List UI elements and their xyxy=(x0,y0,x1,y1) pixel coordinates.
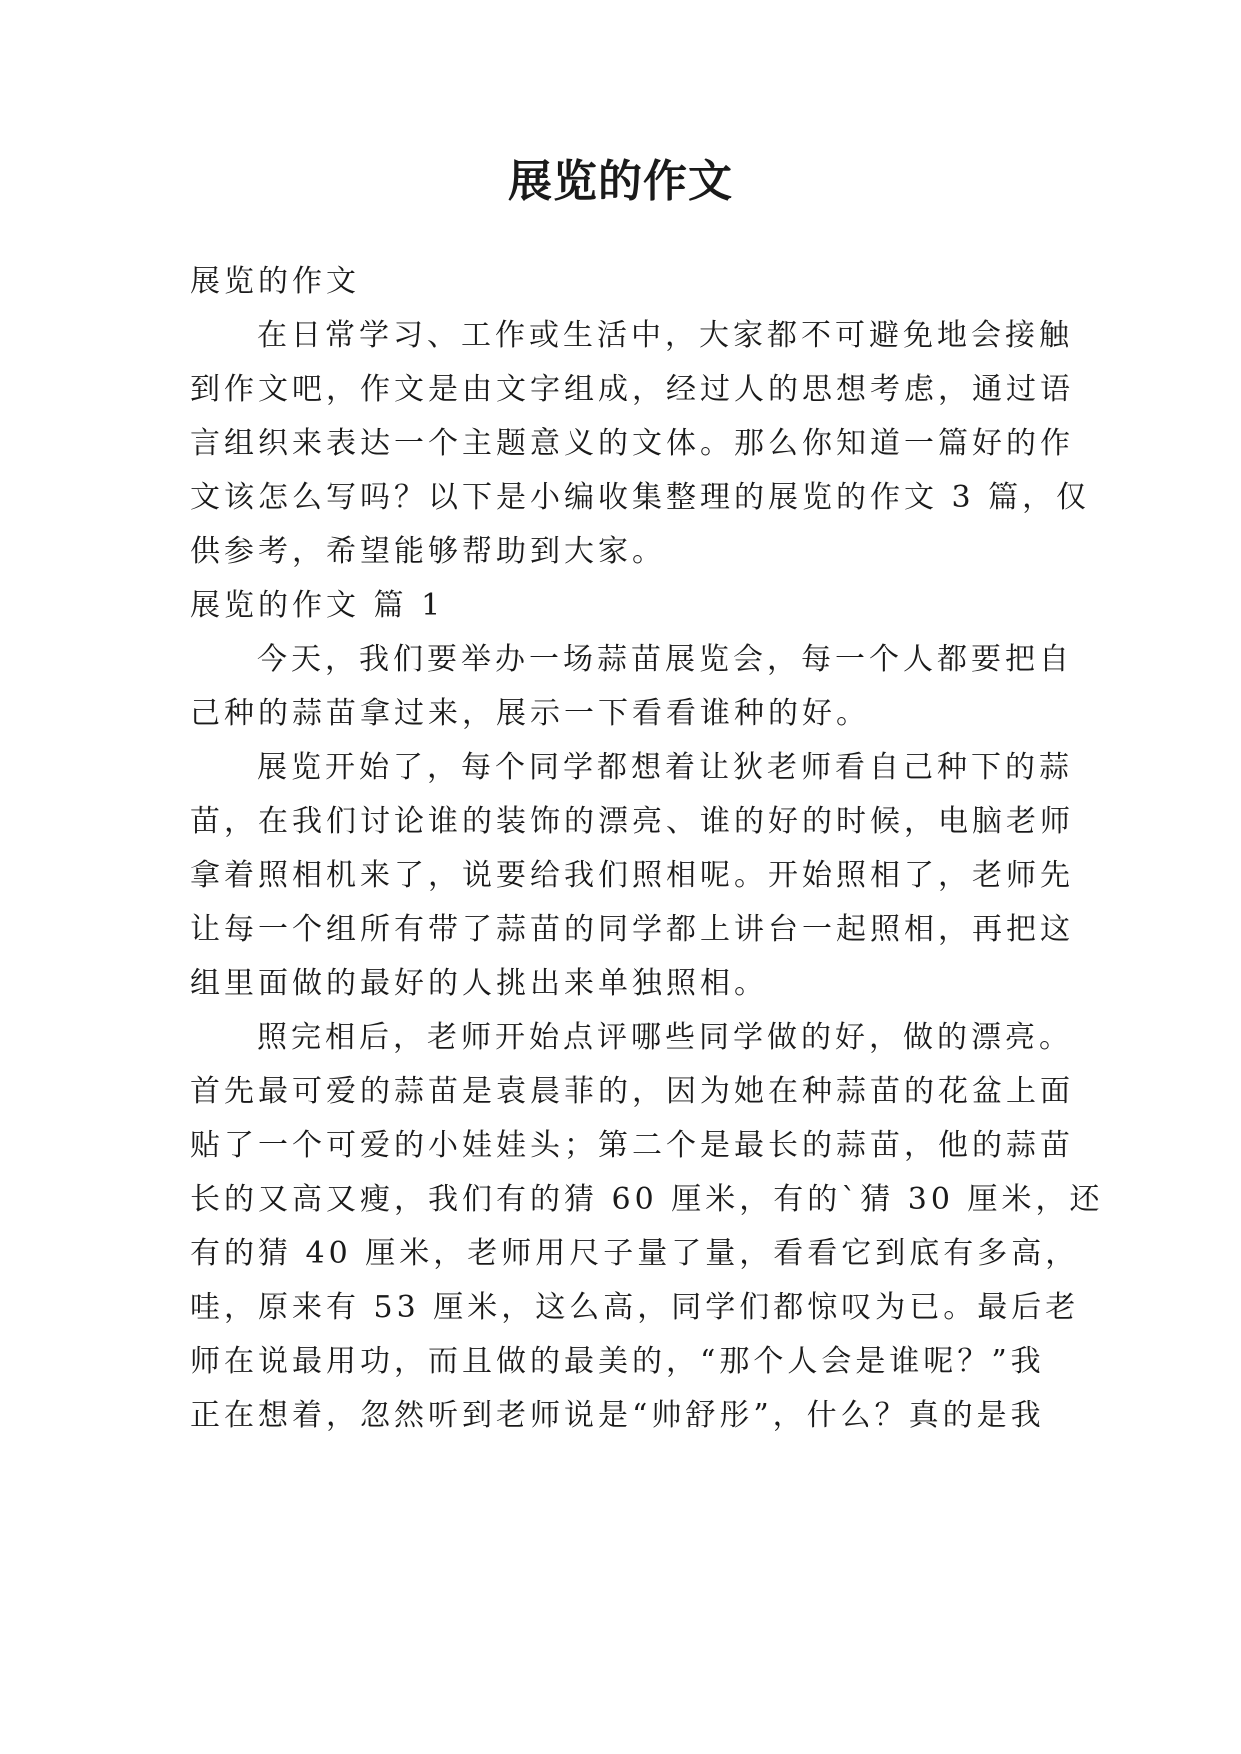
paragraph-line: 文该怎么写吗？以下是小编收集整理的展览的作文 3 篇，仅 xyxy=(190,480,1091,515)
paragraph-line: 让每一个组所有带了蒜苗的同学都上讲台一起照相，再把这 xyxy=(190,912,1074,947)
document-title: 展览的作文 xyxy=(508,156,733,207)
paragraph-line: 到作文吧，作文是由文字组成，经过人的思想考虑，通过语 xyxy=(190,372,1074,407)
paragraph-line: 师在说最用功，而且做的最美的，“那个人会是谁呢？”我 xyxy=(190,1344,1045,1379)
paragraph-line: 己种的蒜苗拿过来，展示一下看看谁种的好。 xyxy=(190,696,870,731)
paragraph-line: 展览开始了，每个同学都想着让狄老师看自己种下的蒜 xyxy=(257,750,1073,785)
section-heading: 展览的作文 篇 1 xyxy=(190,588,445,623)
paragraph-line: 今天，我们要举办一场蒜苗展览会，每一个人都要把自 xyxy=(257,642,1073,677)
paragraph-line: 组里面做的最好的人挑出来单独照相。 xyxy=(190,966,768,1001)
paragraph-line: 苗，在我们讨论谁的装饰的漂亮、谁的好的时候，电脑老师 xyxy=(190,804,1074,839)
paragraph-line: 贴了一个可爱的小娃娃头；第二个是最长的蒜苗，他的蒜苗 xyxy=(190,1128,1074,1163)
paragraph-line: 拿着照相机来了，说要给我们照相呢。开始照相了，老师先 xyxy=(190,858,1074,893)
paragraph-line: 哇，原来有 53 厘米，这么高，同学们都惊叹为已。最后老 xyxy=(190,1290,1080,1325)
paragraph-line: 首先最可爱的蒜苗是袁晨菲的，因为她在种蒜苗的花盆上面 xyxy=(190,1074,1074,1109)
paragraph-line: 言组织来表达一个主题意义的文体。那么你知道一篇好的作 xyxy=(190,426,1074,461)
paragraph-line: 供参考，希望能够帮助到大家。 xyxy=(190,534,666,569)
paragraph-line: 正在想着，忽然听到老师说是“帅舒彤”，什么？真的是我 xyxy=(190,1398,1045,1433)
subtitle-line: 展览的作文 xyxy=(190,264,360,299)
paragraph-line: 长的又高又瘦，我们有的猜 60 厘米，有的`猜 30 厘米，还 xyxy=(190,1182,1104,1217)
paragraph-line: 在日常学习、工作或生活中，大家都不可避免地会接触 xyxy=(257,318,1073,353)
paragraph-line: 照完相后，老师开始点评哪些同学做的好，做的漂亮。 xyxy=(257,1020,1073,1055)
paragraph-line: 有的猜 40 厘米，老师用尺子量了量，看看它到底有多高， xyxy=(190,1236,1080,1271)
